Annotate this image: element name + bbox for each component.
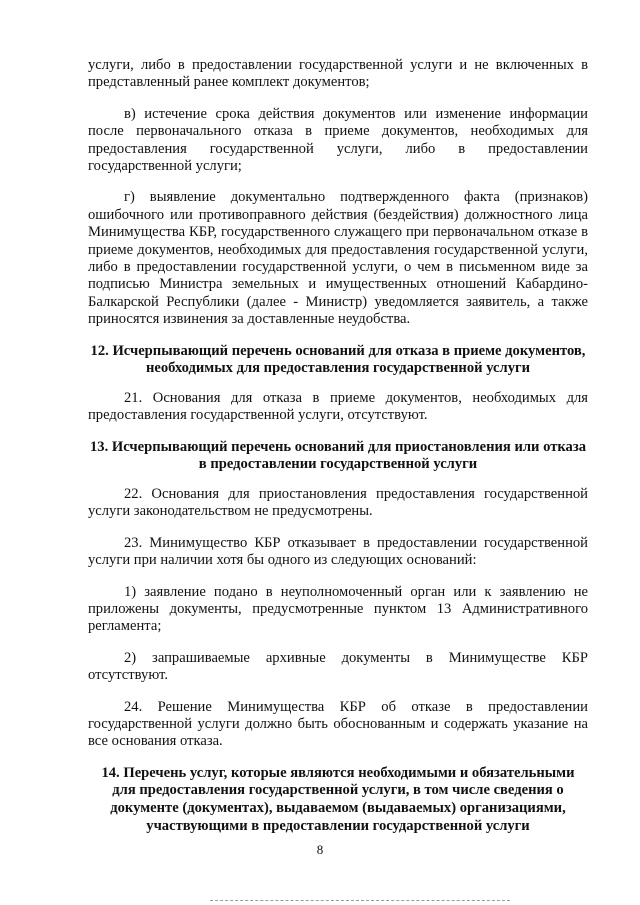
paragraph-item-v: в) истечение срока действия документов или изменение информации после первоначального отказа в приеме документов, необходимых для предоставления государственной услуги, либо в предоставлении государственной услуги; [88, 105, 588, 175]
paragraph-continuation: услуги, либо в предоставлении государственной услуги и не включенных в представленный ранее комплект документов; [88, 57, 588, 91]
paragraph-23: 23. Минимущество КБР отказывает в предоставлении государственной услуги при наличии хотя бы одного из следующих оснований: [88, 534, 588, 569]
document-page [88, 57, 588, 847]
section-heading-12: 12. Исчерпывающий перечень оснований для отказа в приеме документов, необходимых для предоставления государственной услуги [90, 342, 586, 377]
paragraph-23-item-2: 2) запрашиваемые архивные документы в Минимуществе КБР отсутствуют. [88, 649, 588, 684]
paragraph-24: 24. Решение Минимущества КБР об отказе в предоставлении государственной услуги должно быть обоснованным и содержать указание на все основания отказа. [88, 698, 588, 750]
paragraph-23-item-1: 1) заявление подано в неуполномоченный орган или к заявлению не приложены документы, предусмотренные пунктом 13 Административного регламента; [88, 583, 588, 635]
bottom-divider [210, 900, 510, 902]
paragraph-item-g: г) выявление документально подтвержденного факта (признаков) ошибочного или противоправного действия (бездействия) должностного лица Минимущества КБР, государственного служащего при первоначальном отказе в приеме документов, необходимых для предоставления государственной услуги, либо в предоставлении государственной услуги, о чем в письменном виде за подписью Министра земельных и имущественных отношений Кабардино-Балкарской Республики (далее - Министр) уведомляется заявитель, а также приносятся извинения за доставленные неудобства. [88, 189, 588, 328]
page-number: 8 [316, 842, 324, 857]
paragraph-22: 22. Основания для приостановления предоставления государственной услуги законодательством не предусмотрены. [88, 485, 588, 520]
paragraph-21: 21. Основания для отказа в приеме документов, необходимых для предоставления государственной услуги, отсутствуют. [88, 389, 588, 424]
section-heading-14: 14. Перечень услуг, которые являются необходимыми и обязательными для предоставления государственной услуги, в том числе сведения о документе (документах), выдаваемом (выдаваемых) организациями, участвующими в предоставлении государственной услуги [101, 764, 575, 834]
section-heading-13: 13. Исчерпывающий перечень оснований для приостановления или отказа в предоставлении государственной услуги [89, 438, 587, 473]
